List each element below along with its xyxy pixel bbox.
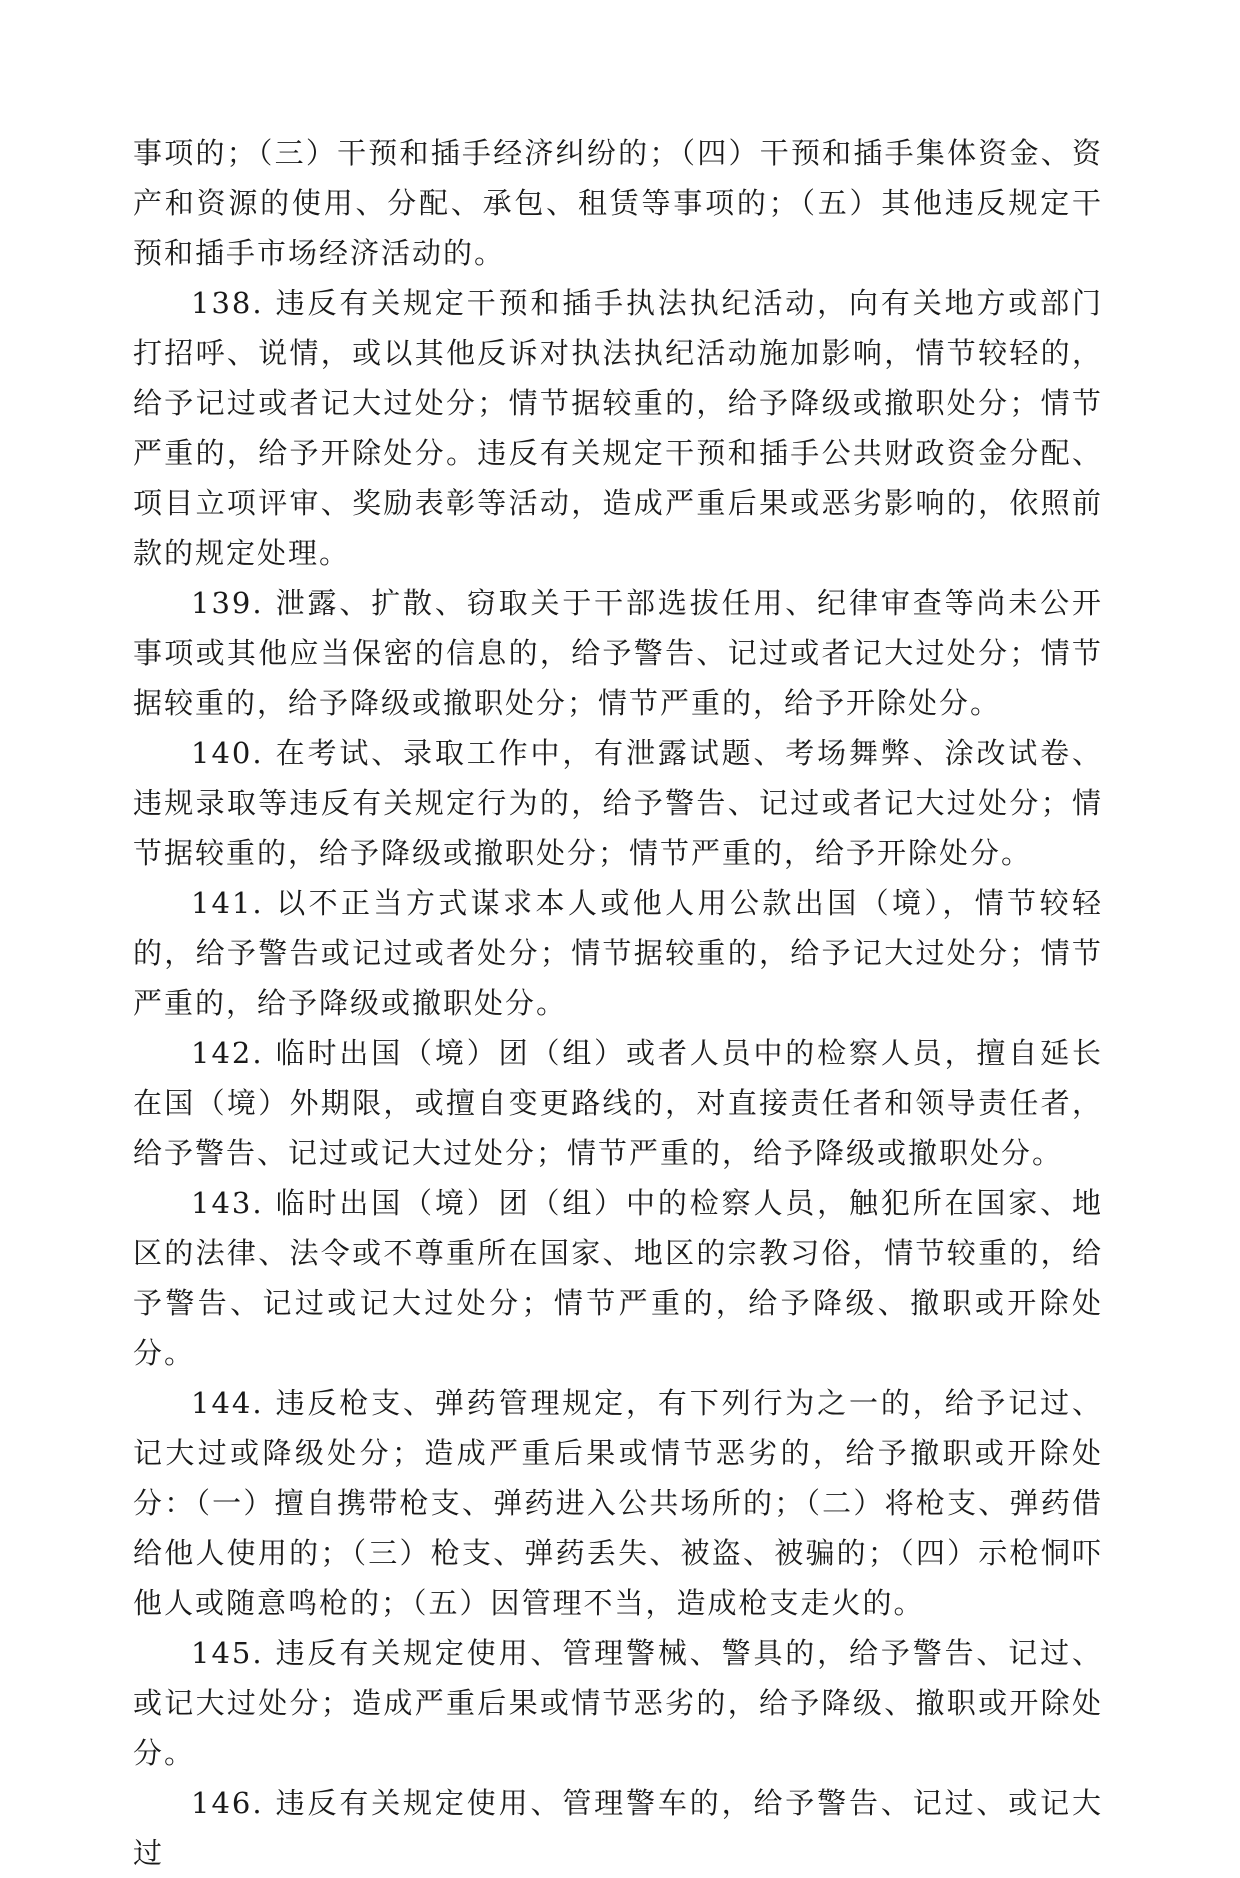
paragraph-article-143: 143. 临时出国（境）团（组）中的检察人员，触犯所在国家、地区的法律、法令或不尊重所在国家、地区的宗教习俗，情节较重的，给予警告、记过或记大过处分；情节严重的，给予降级、撤职或开除处分。 [133,1186,1103,1370]
paragraph-continuation: 事项的；（三）干预和插手经济纠纷的；（四）干预和插手集体资金、资产和资源的使用、分配、承包、租赁等事项的；（五）其他违反规定干预和插手市场经济活动的。 [133,136,1103,270]
paragraph-article-141: 141. 以不正当方式谋求本人或他人用公款出国（境），情节较轻的，给予警告或记过或者处分；情节据较重的，给予记大过处分；情节严重的，给予降级或撤职处分。 [133,886,1103,1020]
document-body [133,128,1103,1878]
paragraph-article-138: 138. 违反有关规定干预和插手执法执纪活动，向有关地方或部门打招呼、说情，或以其他反诉对执法执纪活动施加影响，情节较轻的，给予记过或者记大过处分；情节据较重的，给予降级或撤职处分；情节严重的，给予开除处分。违反有关规定干预和插手公共财政资金分配、项目立项评审、奖励表彰等活动，造成严重后果或恶劣影响的，依照前款的规定处理。 [133,286,1103,570]
paragraph-article-146: 146. 违反有关规定使用、管理警车的，给予警告、记过、或记大过 [133,1786,1103,1870]
paragraph-article-142: 142. 临时出国（境）团（组）或者人员中的检察人员，擅自延长在国（境）外期限，或擅自变更路线的，对直接责任者和领导责任者，给予警告、记过或记大过处分；情节严重的，给予降级或撤职处分。 [133,1036,1103,1170]
paragraph-article-140: 140. 在考试、录取工作中，有泄露试题、考场舞弊、涂改试卷、违规录取等违反有关规定行为的，给予警告、记过或者记大过处分；情节据较重的，给予降级或撤职处分；情节严重的，给予开除处分。 [133,736,1103,870]
paragraph-article-144: 144. 违反枪支、弹药管理规定，有下列行为之一的，给予记过、记大过或降级处分；造成严重后果或情节恶劣的，给予撤职或开除处分：（一）擅自携带枪支、弹药进入公共场所的；（二）将枪支、弹药借给他人使用的；（三）枪支、弹药丢失、被盗、被骗的；（四）示枪恫吓他人或随意鸣枪的；（五）因管理不当，造成枪支走火的。 [133,1386,1103,1620]
paragraph-article-139: 139. 泄露、扩散、窃取关于干部选拔任用、纪律审查等尚未公开事项或其他应当保密的信息的，给予警告、记过或者记大过处分；情节据较重的，给予降级或撤职处分；情节严重的，给予开除处分。 [133,586,1103,720]
paragraph-article-145: 145. 违反有关规定使用、管理警械、警具的，给予警告、记过、或记大过处分；造成严重后果或情节恶劣的，给予降级、撤职或开除处分。 [133,1636,1103,1770]
